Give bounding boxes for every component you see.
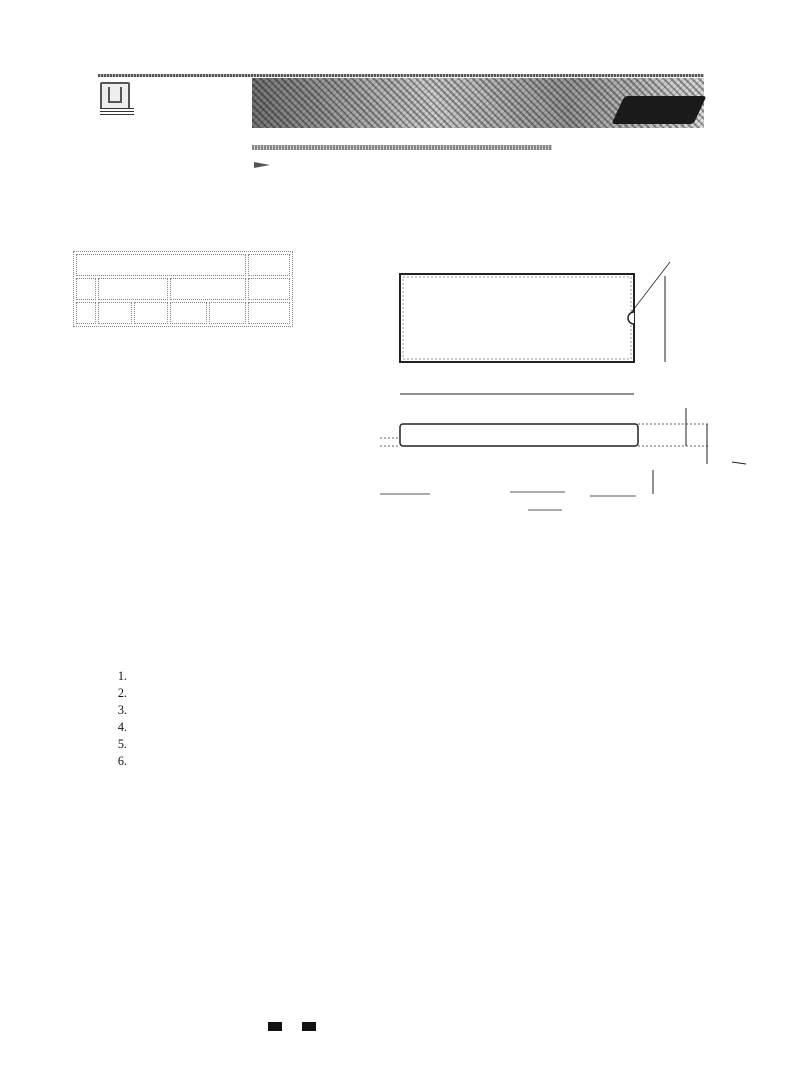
package-drawing <box>300 248 760 520</box>
note-item <box>130 703 799 718</box>
notes-header <box>248 278 290 300</box>
package-body-side-view <box>400 424 638 446</box>
notes-list <box>98 669 799 771</box>
barcode <box>258 1019 326 1034</box>
dimensions-header <box>76 254 246 276</box>
banner-title-rule <box>252 145 552 150</box>
note-item <box>130 720 799 735</box>
package-body-top-view <box>400 274 634 362</box>
inches-header <box>98 278 168 300</box>
sub-header <box>98 302 132 324</box>
index-leader <box>630 262 670 314</box>
empty-header-cell <box>248 302 290 324</box>
logo-stripes <box>100 108 134 116</box>
dimensions-table <box>73 251 293 327</box>
empty-header-cell <box>76 302 96 324</box>
banner-top-rule <box>98 74 704 77</box>
empty-header-cell <box>248 254 290 276</box>
note-item <box>130 754 799 769</box>
sub-header <box>170 302 207 324</box>
note-item <box>130 737 799 752</box>
pin1-notch <box>628 312 634 324</box>
chip-photo-icon <box>611 96 706 124</box>
barcode-block-icon <box>268 1022 282 1031</box>
sub-header <box>209 302 246 324</box>
barcode-block-icon <box>302 1022 316 1031</box>
back-arrow-icon[interactable] <box>252 160 272 170</box>
sub-header <box>134 302 168 324</box>
empty-header-cell <box>76 278 96 300</box>
millimeters-header <box>170 278 246 300</box>
dim-g-arrow-icon <box>732 462 746 464</box>
note-item <box>130 686 799 701</box>
note-item <box>130 669 799 684</box>
unitrode-logo-icon <box>100 82 130 110</box>
